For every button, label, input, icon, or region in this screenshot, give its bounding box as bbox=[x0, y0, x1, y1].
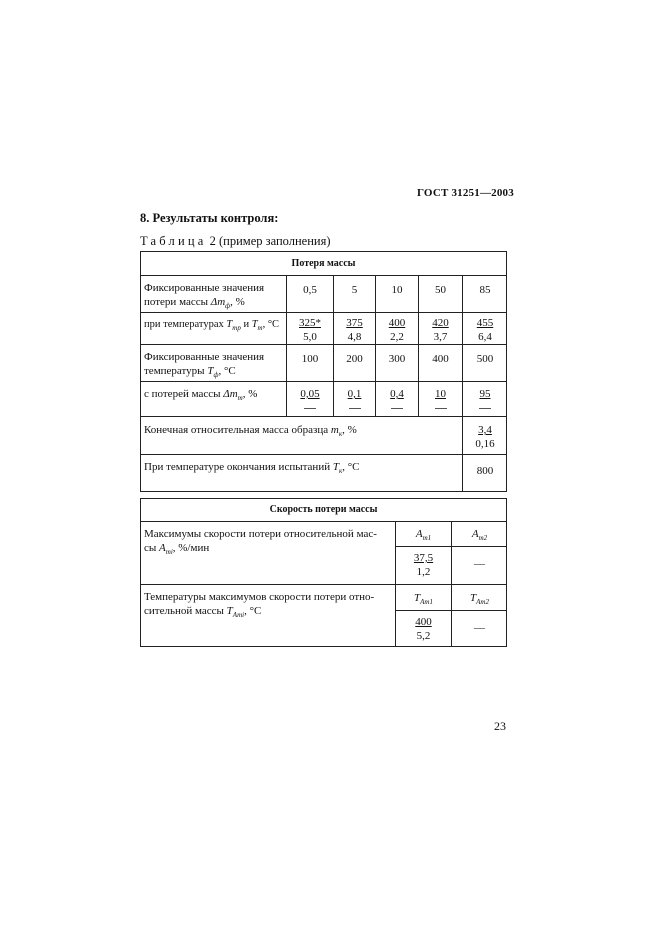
numerator: 95 bbox=[479, 388, 491, 400]
numerator: 420 bbox=[432, 317, 449, 329]
label-text: с потерей массы bbox=[144, 388, 224, 400]
symbol: Δm bbox=[210, 295, 226, 308]
divider bbox=[462, 275, 463, 492]
numerator: 0,4 bbox=[390, 388, 404, 400]
subscript: т bbox=[237, 394, 243, 403]
label-text: потери массы bbox=[144, 295, 211, 308]
denominator: 3,7 bbox=[433, 331, 448, 343]
subscript: mi bbox=[165, 547, 173, 556]
page-number: 23 bbox=[494, 719, 506, 733]
label-text: , % bbox=[242, 388, 258, 400]
label-text: сительной массы bbox=[144, 604, 227, 617]
section-title: 8. Результаты контроля: bbox=[140, 211, 279, 225]
subscript: к bbox=[338, 467, 343, 476]
mass-loss-value: 5 bbox=[351, 284, 358, 296]
label-line: Максимумы скорости потери относительной мас- bbox=[144, 528, 377, 540]
subscript: тр bbox=[232, 324, 241, 333]
temperature-fraction bbox=[463, 317, 507, 344]
symbol: T bbox=[332, 461, 339, 473]
dash bbox=[391, 408, 403, 409]
subscript: ф bbox=[213, 370, 219, 379]
label-text: и bbox=[240, 319, 252, 330]
row-fixed-mass-loss-label bbox=[144, 282, 282, 313]
denominator: 2,2 bbox=[390, 331, 404, 343]
mass-loss-at-value bbox=[376, 388, 418, 409]
subscript: m2 bbox=[478, 534, 488, 543]
symbol: A bbox=[471, 528, 479, 540]
temperature-fraction bbox=[419, 317, 462, 344]
mass-loss-rate-title: Скорость потери массы bbox=[269, 504, 378, 515]
label-text: сы bbox=[144, 541, 160, 554]
temp-value-1 bbox=[396, 616, 451, 643]
symbol: T bbox=[251, 319, 258, 330]
temp-value-2: — bbox=[474, 622, 485, 634]
divider bbox=[140, 416, 507, 417]
subscript: Am2 bbox=[476, 598, 489, 607]
denominator: 0,16 bbox=[475, 438, 495, 450]
numerator: 0,1 bbox=[347, 388, 362, 400]
standard-number: ГОСТ 31251—2003 bbox=[417, 187, 514, 199]
temperature-value: 200 bbox=[346, 353, 363, 365]
denominator: 1,2 bbox=[416, 566, 431, 578]
symbol: Δm bbox=[223, 388, 238, 400]
numerator: 37,5 bbox=[413, 552, 434, 564]
rate-header-2 bbox=[452, 528, 507, 545]
mass-loss-at-value bbox=[334, 388, 375, 409]
dash bbox=[349, 408, 361, 409]
denominator: 6,4 bbox=[478, 331, 492, 343]
divider bbox=[140, 344, 507, 345]
final-mass-label bbox=[144, 424, 460, 442]
table-caption-word: Таблица bbox=[140, 234, 207, 248]
subscript: m1 bbox=[422, 534, 432, 543]
denominator: 5,0 bbox=[303, 331, 317, 343]
mass-loss-title: Потеря массы bbox=[291, 258, 356, 269]
divider bbox=[140, 275, 507, 276]
temperature-fraction bbox=[376, 317, 418, 344]
subscript: Ami bbox=[232, 610, 245, 619]
symbol: T bbox=[414, 592, 421, 604]
subscript: ф bbox=[225, 301, 231, 310]
symbol: m bbox=[330, 424, 339, 436]
mass-loss-value: 0,5 bbox=[303, 284, 317, 296]
label-line: Температуры максимумов скорости потери отно- bbox=[144, 591, 375, 603]
divider bbox=[140, 454, 507, 455]
subscript: Am1 bbox=[420, 598, 433, 607]
symbol: T bbox=[207, 364, 214, 377]
subscript: к bbox=[338, 430, 343, 439]
table-caption-note: (пример заполнения) bbox=[219, 234, 331, 248]
mass-loss-at-value bbox=[287, 388, 333, 409]
subscript: m bbox=[257, 324, 263, 333]
temperature-value: 500 bbox=[476, 353, 494, 365]
label-text: при температурах bbox=[144, 319, 227, 330]
temp-header-1 bbox=[396, 592, 451, 609]
denominator: 4,8 bbox=[347, 331, 362, 343]
table-caption bbox=[140, 234, 331, 249]
numerator: 400 bbox=[388, 317, 406, 329]
temp-header-2 bbox=[452, 592, 507, 609]
symbol: A bbox=[159, 541, 166, 554]
rate-temperature-label bbox=[144, 591, 391, 622]
end-temperature-label bbox=[144, 461, 460, 479]
numerator: 0,05 bbox=[300, 388, 320, 400]
symbol: T bbox=[226, 319, 233, 330]
rate-value-2: — bbox=[474, 558, 485, 570]
label-line bbox=[144, 605, 391, 623]
label-text: , °C bbox=[218, 364, 236, 377]
temperature-fraction bbox=[334, 317, 375, 344]
numerator: 10 bbox=[435, 388, 446, 400]
label-text: , °C bbox=[244, 604, 262, 617]
table-caption-number: 2 bbox=[209, 234, 216, 248]
final-mass-value bbox=[463, 424, 507, 451]
label-text: При температуре окончания испытаний bbox=[144, 461, 333, 473]
dash bbox=[304, 408, 316, 409]
row-temperatures-label bbox=[144, 318, 286, 336]
temperature-value: 100 bbox=[301, 353, 319, 365]
mass-loss-value: 50 bbox=[435, 284, 446, 296]
row-mass-loss-at-label bbox=[144, 388, 284, 406]
row-fixed-temperature-label bbox=[144, 351, 282, 382]
numerator: 3,4 bbox=[478, 424, 492, 436]
label-line: Фиксированные значения bbox=[144, 282, 265, 294]
dash bbox=[435, 408, 447, 409]
temperature-fraction bbox=[287, 317, 333, 344]
mass-loss-value: 85 bbox=[479, 284, 491, 296]
temperature-value: 400 bbox=[432, 353, 449, 365]
mass-loss-value: 10 bbox=[391, 284, 403, 296]
temperature-value: 300 bbox=[388, 353, 406, 365]
rate-header-1 bbox=[396, 528, 451, 545]
numerator: 455 bbox=[476, 317, 494, 329]
numerator: 325* bbox=[299, 317, 321, 329]
denominator: 5,2 bbox=[416, 630, 431, 642]
numerator: 375 bbox=[346, 317, 363, 329]
label-line bbox=[144, 365, 282, 383]
label-line: Фиксированные значения bbox=[144, 351, 265, 363]
label-text: Конечная относительная масса образца bbox=[144, 424, 331, 436]
label-line bbox=[144, 542, 391, 560]
label-text: , % bbox=[342, 424, 357, 436]
symbol: T bbox=[470, 592, 477, 604]
rate-value-1 bbox=[396, 552, 451, 579]
mass-loss-at-value bbox=[463, 388, 507, 409]
label-text: , % bbox=[230, 295, 245, 308]
numerator: 400 bbox=[415, 616, 432, 628]
label-line bbox=[144, 296, 282, 314]
label-text: , °C bbox=[262, 319, 280, 330]
dash bbox=[479, 408, 491, 409]
rate-maxima-label bbox=[144, 528, 391, 559]
label-text: , %/мин bbox=[172, 541, 210, 554]
symbol: T bbox=[226, 604, 233, 617]
label-text: температуры bbox=[144, 364, 208, 377]
end-temperature-value: 800 bbox=[476, 465, 494, 477]
symbol: A bbox=[415, 528, 423, 540]
mass-loss-at-value bbox=[419, 388, 462, 409]
label-text: , °C bbox=[342, 461, 360, 473]
